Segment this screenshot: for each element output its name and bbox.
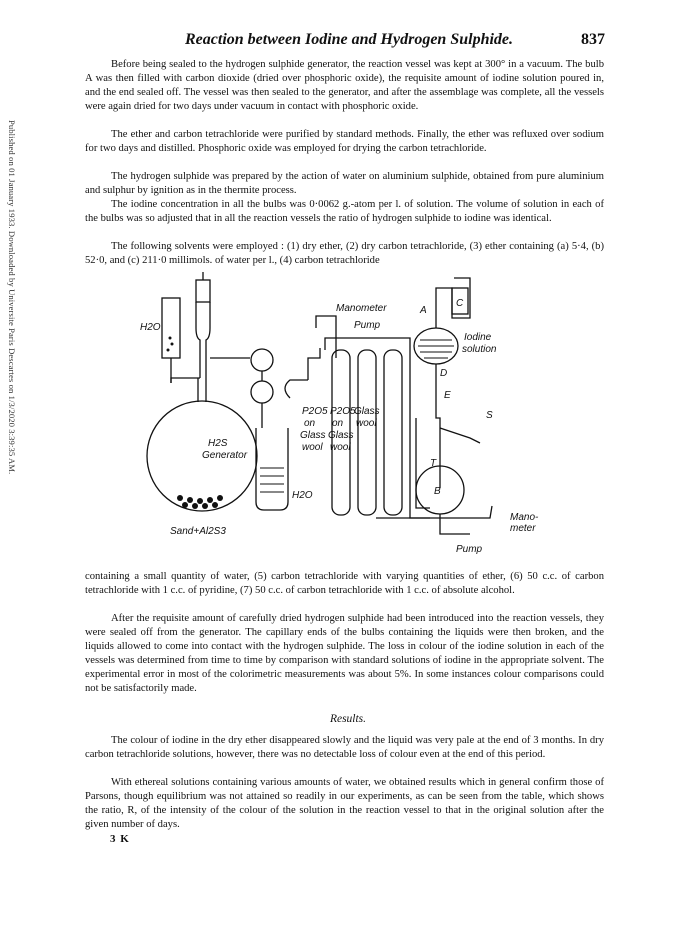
apparatus-figure <box>140 268 560 558</box>
paragraph-sealing: Before being sealed to the hydrogen sulphide generator, the reaction vessel was kept at 300° in a vacuum. The bulb A was then filled with carbon dioxide (dried over phosphoric oxide), the requisite amount of iodine solution poured in, and the end sealed off. The vessel was then sealed to the generator, and after the assemblage was complete, all the vessels were again dried for two days under vacuum in contact with phosphoric oxide. <box>85 59 604 112</box>
label-h2o-right: H2O <box>292 490 313 501</box>
label-on-1: on <box>304 418 316 429</box>
label-wool-1: wool <box>302 442 323 453</box>
label-b: B <box>434 486 441 497</box>
paragraph-solvents: The following solvents were employed : (1) dry ether, (2) dry carbon tetrachloride, (3) ether containing (a) 5·4, (b) 52·0, and (c) 211·0 millimols. of water per l., (4) carbon tetrachloride <box>85 241 604 266</box>
label-pump-top: Pump <box>354 320 381 331</box>
page-number: 837 <box>581 31 605 48</box>
label-manometer: Manometer <box>336 303 387 314</box>
water-trap <box>256 428 288 510</box>
label-glass-3: Glass <box>354 406 380 417</box>
paragraph-iodine-concentration: The iodine concentration in all the bulbs was 0·0062 g.-atom per l. of solution. The volume of solution in each of the bulbs was so adjusted that in all the reaction vessels the ratio of hydrogen sulphide to iodine was identical. <box>85 199 604 224</box>
stopcock-top <box>196 280 210 302</box>
label-mano: Mano- <box>510 512 539 523</box>
signature-mark: 3 K <box>110 833 130 845</box>
label-h2s: H2S <box>208 438 228 449</box>
paragraph-results-1: The colour of iodine in the dry ether disappeared slowly and the liquid was very pale at the end of 3 months. In dry carbon tetrachloride solutions, however, there was no detectable loss of colour even at the end of this period. <box>85 735 604 760</box>
label-pump-bottom: Pump <box>456 544 483 555</box>
label-s: S <box>486 410 493 421</box>
label-glass-1: Glass <box>300 430 326 441</box>
label-p2o5-1: P2O5 <box>302 406 328 417</box>
water-funnel <box>162 298 180 358</box>
download-watermark-text: Published on 01 January 1933. Downloaded by Universite Paris Descartes on 1/3/2020 3:39:35 AM. <box>7 120 17 475</box>
label-wool-3: wool <box>356 418 377 429</box>
download-watermark <box>2 120 17 590</box>
label-iodine: Iodine <box>464 332 492 343</box>
results-heading: Results. <box>329 713 367 725</box>
label-e: E <box>444 390 451 401</box>
label-h2o-left: H2O <box>140 322 161 333</box>
label-glass-2: Glass <box>328 430 354 441</box>
page-header <box>85 31 605 53</box>
label-meter: meter <box>510 523 536 534</box>
label-generator: Generator <box>202 450 248 461</box>
running-title: Reaction between Iodine and Hydrogen Sulphide. <box>185 31 514 48</box>
apparatus-diagram <box>140 268 560 558</box>
paragraph-solvents-continued: containing a small quantity of water, (5) carbon tetrachloride with varying quantities of ether, (6) 50 c.c. of carbon tetrachloride with 1 c.c. of pyridine, (7) 50 c.c. of carbon tetrachloride with 1 c.c. of absolute alcohol. <box>85 571 604 596</box>
drying-tower-3 <box>384 350 402 515</box>
label-sand: Sand+Al2S3 <box>170 526 226 537</box>
label-wool-2: wool <box>330 442 351 453</box>
label-c: C <box>456 298 464 309</box>
label-p2o5-2: P2O5 <box>330 406 356 417</box>
paragraph-h2s-preparation: The hydrogen sulphide was prepared by the action of water on aluminium sulphide, obtained from pure aluminium and sulphur by ignition as in the thermite process. <box>85 171 604 196</box>
paragraph-purification: The ether and carbon tetrachloride were purified by standard methods. Finally, the ether was refluxed over sodium for two days and distilled. Phosphoric oxide was employed for drying the carbon tetrachloride. <box>85 129 604 154</box>
label-d: D <box>440 368 448 379</box>
paragraph-results-2: With ethereal solutions containing various amounts of water, we obtained results which in general confirm those of Parsons, though equilibrium was not attained so readily in our experiments, as can be seen from the table, which shows the ratio, R, of the intensity of the colour of the solution in the reaction vessel to that in the original solution after the given number of days. <box>85 777 604 830</box>
label-solution: solution <box>462 344 497 355</box>
drying-tower-2 <box>358 350 376 515</box>
paragraph-procedure: After the requisite amount of carefully dried hydrogen sulphide had been introduced into the reaction vessels, they were sealed off from the generator. The capillary ends of the bulbs containing the liquids were then broken, and the liquids allowed to come into contact with the hydrogen sulphide. The loss in colour of the iodine solution in each of the vessels was determined from time to time by comparison with standard solutions of iodine in the appropriate solvent. The experimental error in most of the colorimetric measurements was about 5%. In some instances colour comparisons could not be satisfactorily made. <box>85 613 604 694</box>
label-a: A <box>420 305 427 316</box>
label-t: T <box>430 458 437 469</box>
label-on-2: on <box>332 418 344 429</box>
